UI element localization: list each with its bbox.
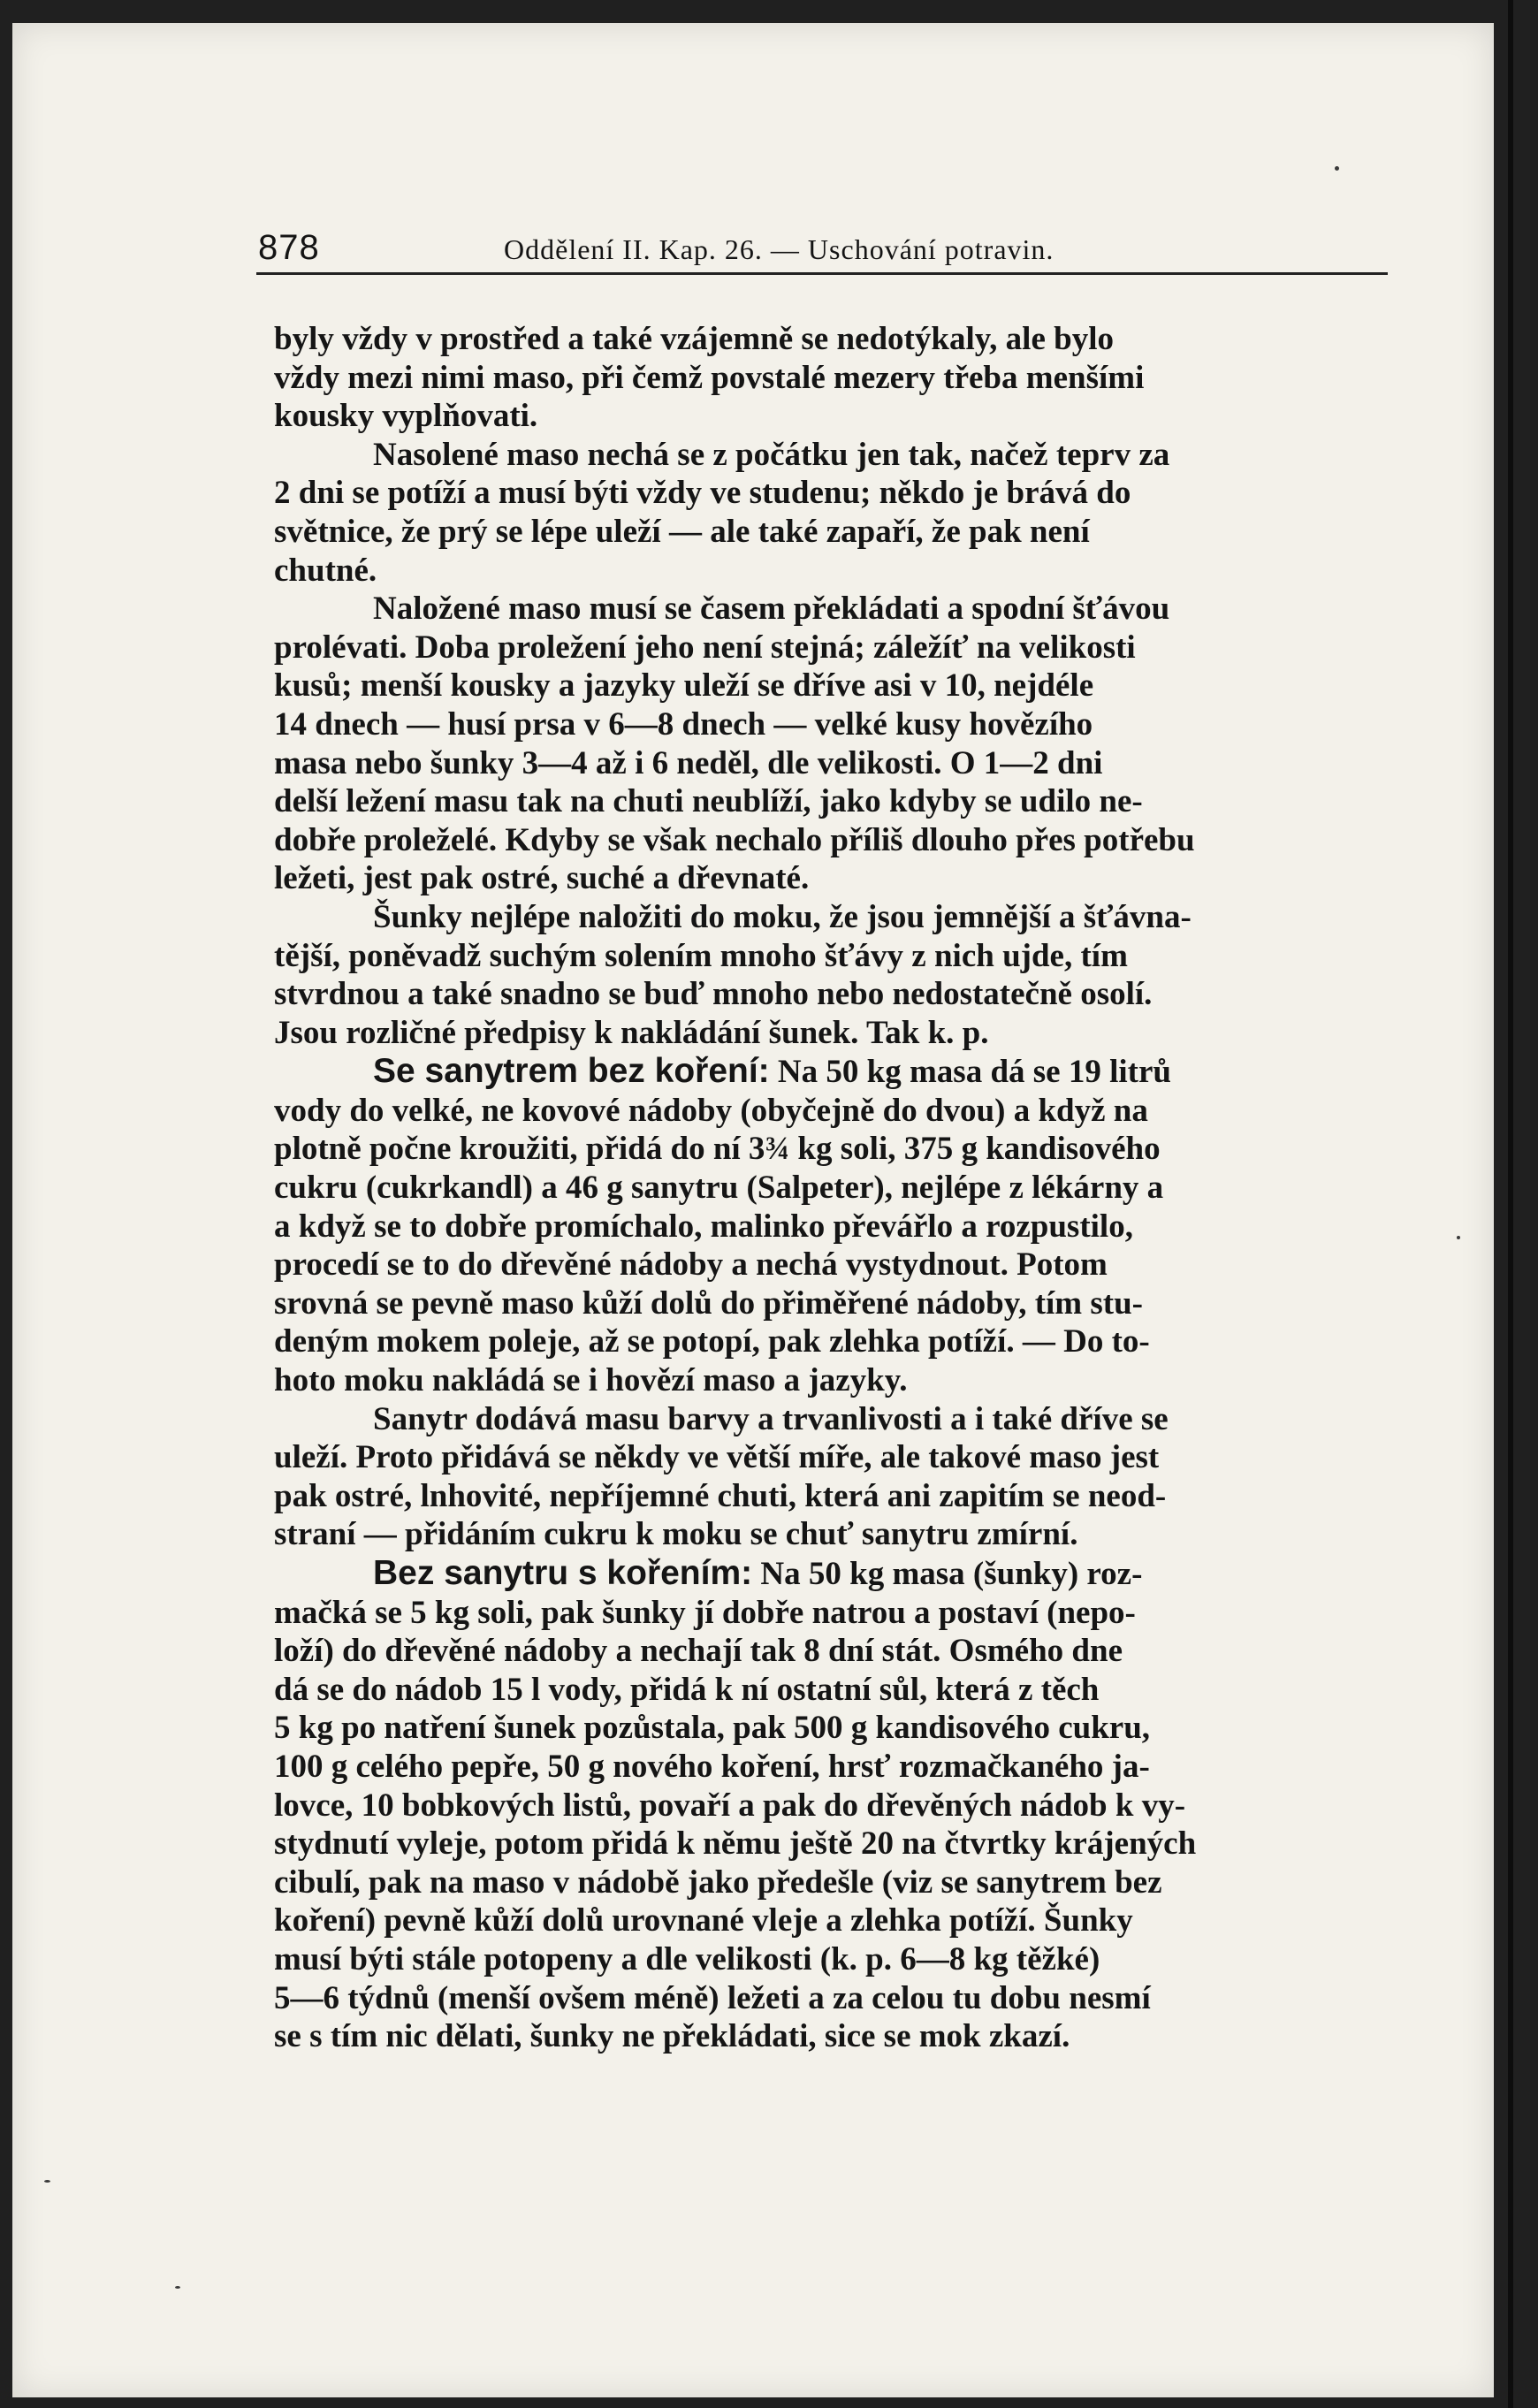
binding-edge [1508, 0, 1513, 2408]
body-text [274, 320, 1414, 2056]
recipe-heading: Se sanytrem bez koření: [373, 1052, 770, 1091]
page-number: 878 [258, 228, 320, 267]
page-header [258, 228, 1386, 272]
print-speck [175, 2286, 180, 2289]
running-title: Oddělení II. Kap. 26. — Uschování potravin. [504, 233, 1055, 265]
print-speck [44, 2180, 50, 2183]
paragraph: Sanytr dodává masu barvy a trvanlivosti a i také dříve se uleží. Proto přidává se někdy ve větší míře, ale takové maso jest pak ostré, lnhovité, nepříjemné chuti, která ani zapitím se neod- straní — přidáním cukru k moku se chuť sanytru zmírní. [274, 1400, 1169, 1553]
paragraph: byly vždy v prostřed a také vzájemně se nedotýkaly, ale bylo vždy mezi nimi maso, při čemž povstalé mezery třeba menšími kousky vyplňovati. [274, 321, 1145, 435]
paragraph: Se sanytrem bez koření: Na 50 kg masa dá se 19 litrů vody do velké, ne kovové nádoby (obyčejně do dvou) a když na plotně počne kroužiti, přidá do ní 3¾ kg soli, 375 g kandisového cukru (cukrkandl) a 46 g sanytru (Salpeter), nejlépe z lékárny a a když se to dobře promíchalo, malinko převářlo a rozpustilo, procedí se to do dřevěné nádoby a nechá vystydnout. Potom srovná se pevně maso kůží dolů do přiměřené nádoby, tím stu- deným mokem poleje, až se potopí, pak zlehka potíží. — Do to- hoto moku nakládá se i hovězí maso a jazyky. [274, 1052, 1171, 1399]
paragraph: Naložené maso musí se časem překládati a spodní šťávou prolévati. Doba proležení jeho není stejná; záležíť na velikosti kusů; menší kousky a jazyky uleží se dříve asi v 10, nejdéle 14 dnech — husí prsa v 6—8 dnech — velké kusy hovězího masa nebo šunky 3—4 až i 6 neděl, dle velikosti. O 1—2 dni delší ležení masu tak na chuti neublíží, jako kdyby se udilo ne- dobře proleželé. Kdyby se však nechalo příliš dlouho přes potřebu ležeti, jest pak ostré, suché a dřevnaté. [274, 591, 1195, 897]
paragraph: Nasolené maso nechá se z počátku jen tak, načež teprv za 2 dni se potíží a musí býti vždy ve studenu; někdo je brává do světnice, že prý se lépe uleží — ale také zapaří, že pak není chutné. [274, 436, 1170, 589]
header-rule [256, 272, 1388, 275]
print-speck [1457, 1236, 1460, 1239]
paragraph: Bez sanytru s kořením: Na 50 kg masa (šunky) roz- mačká se 5 kg soli, pak šunky jí dobře natrou a postaví (nepo- loží) do dřevěné nádoby a nechají tak 8 dní stát. Osmého dne dá se do nádob 15 l vody, přidá k ní ostatní sůl, která z těch 5 kg po natření šunek pozůstala, pak 500 g kandisového cukru, 100 g celého pepře, 50 g nového koření, hrsť rozmačkaného ja- lovce, 10 bobkových listů, povaří a pak do dřevěných nádob k vy- stydnutí vyleje, potom přidá k němu ještě 20 na čtvrtky krájených cibulí, pak na maso v nádobě jako předešle (viz se sanytrem bez koření) pevně kůží dolů urovnané vleje a zlehka potíží. Šunky musí býti stále potopeny a dle velikosti (k. p. 6—8 kg těžké) 5—6 týdnů (menší ovšem méně) ležeti a za celou tu dobu nesmí se s tím nic dělati, šunky ne překládati, sice se mok zkazí. [274, 1554, 1197, 2055]
paragraph: Šunky nejlépe naložiti do moku, že jsou jemnější a šťávna- tější, poněvadž suchým solením mnoho šťávy z nich ujde, tím stvrdnou a také snadno se buď mnoho nebo nedostatečně osolí. Jsou rozličné předpisy k nakládání šunek. Tak k. p. [274, 898, 1192, 1051]
print-speck [1335, 166, 1339, 171]
recipe-heading: Bez sanytru s kořením: [373, 1554, 753, 1592]
